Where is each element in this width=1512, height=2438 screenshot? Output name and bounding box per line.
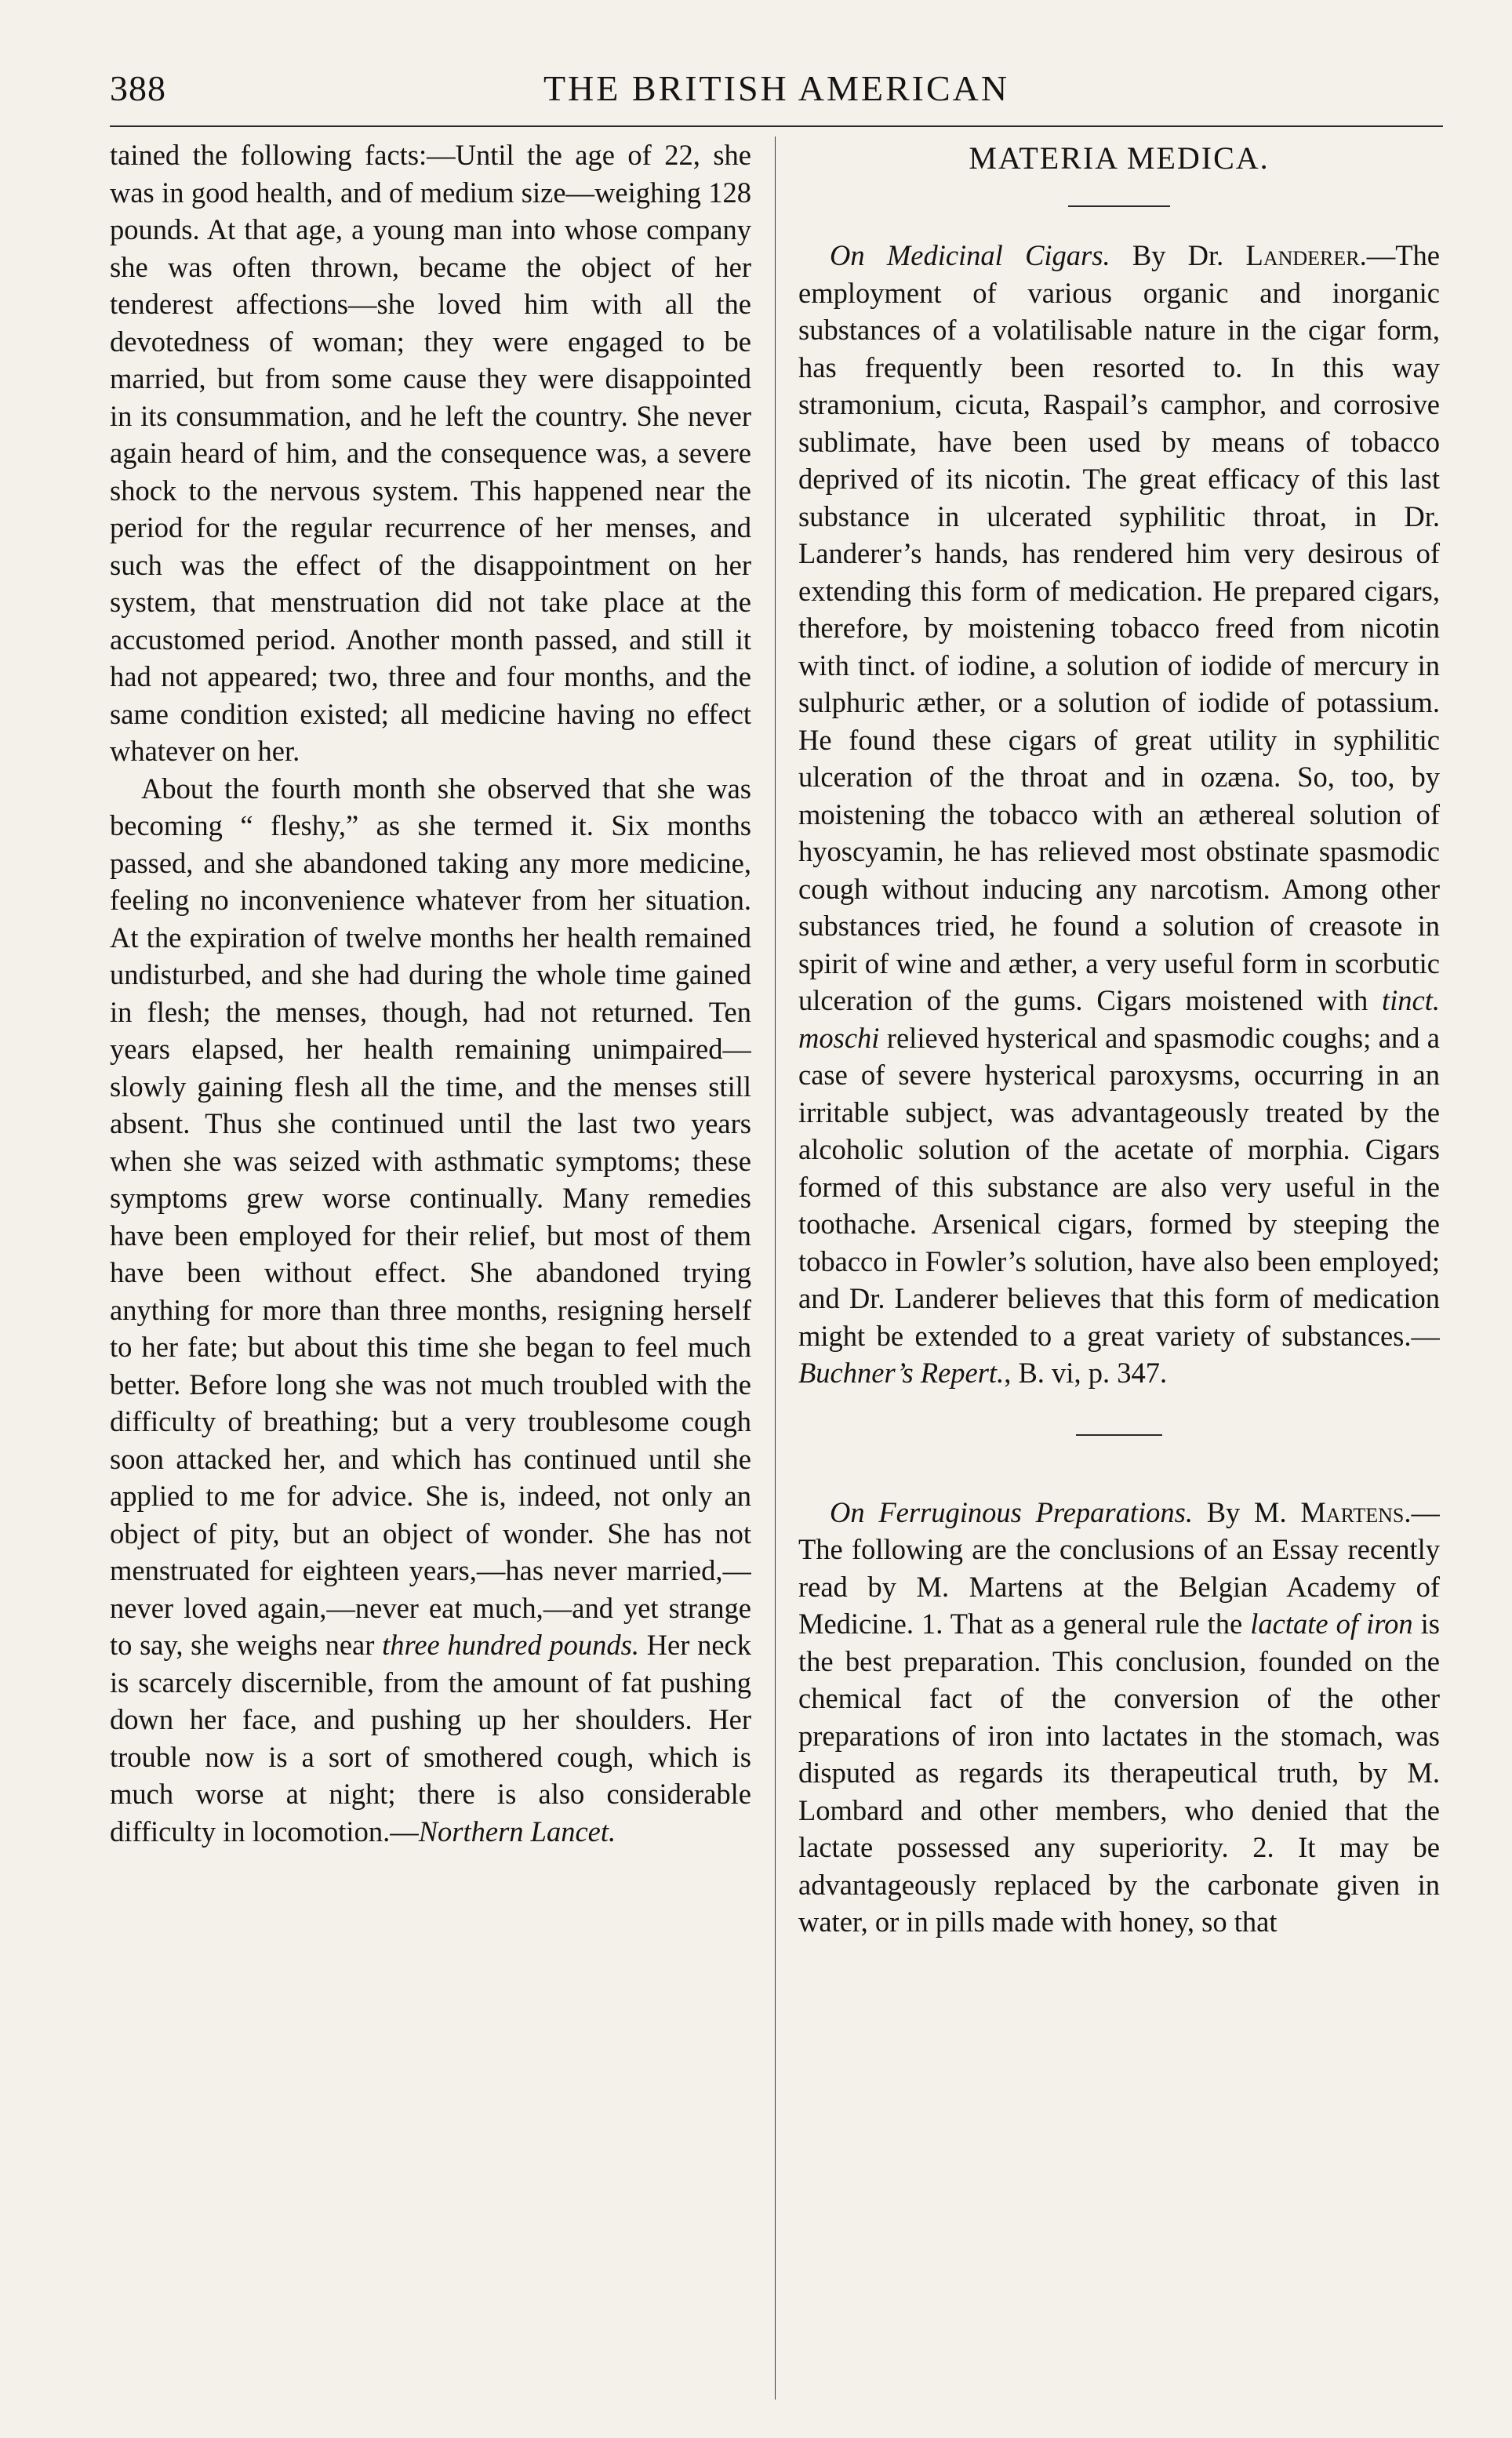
citation-source: Northern Lancet.	[418, 1815, 616, 1848]
case-report-paragraph-1: tained the following facts:—Until the age of 22, she was in good health, and of medium size—weighing 128 pounds. At that age, a young man into whose company she was often thrown, became the object of her tenderest affections—she loved him with all the devotedness of woman; they were engaged to be married, but from some cause they were disappointed in its consummation, and he left the country. She never again heard of him, and the consequence was, a severe shock to the nervous system. This happened near the period for the regular recurrence of her menses, and such was the effect of the disappointment on her system, that menstruation did not take place at the accustomed period. Another month passed, and still it had not appeared; two, three and four months, and the same condition existed; all medicine having no effect whatever on her.	[110, 139, 751, 767]
left-column	[110, 136, 751, 2400]
article-1-by: By Dr.	[1110, 239, 1246, 271]
article-2-emphasis: lactate of iron	[1250, 1608, 1413, 1640]
article-2-text-b: is the best preparation. This conclusion, founded on the chemical fact of the conversion of the other preparations of iron into lactates in the stomach, was disputed as regards its therapeutical truth, by M. Lombard and other members, who denied that the lactate possessed any superiority. 2. It may be advantageously replaced by the carbonate given in water, or in pills made with honey, so that	[798, 1608, 1440, 1938]
column-divider	[775, 136, 776, 2400]
paragraph-2-text-b: Her neck is scarcely discernible, from the amount of fat pushing down her face, and pushing up her shoulders. Her trouble now is a sort of smothered cough, which is much worse at night; there is also considerable difficulty in locomotion.—	[110, 1629, 751, 1848]
article-1-author: Landerer.	[1245, 239, 1367, 271]
article-1-title: On Medicinal Cigars.	[830, 239, 1110, 271]
text-columns	[110, 136, 1443, 2400]
article-medicinal-cigars	[798, 237, 1440, 1392]
article-ferruginous-preparations	[798, 1494, 1440, 1941]
article-1-text-a: —The employment of various organic and inorganic substances of a volatilisable nature in the cigar form, has frequently been resorted to. In this way stramonium, cicuta, Raspail’s camphor, and corrosive sublimate, have been used by means of tobacco deprived of its nicotin. The great efficacy of this last substance in ulcerated syphilitic throat, in Dr. Landerer’s hands, has rendered him very desirous of extending this form of medication. He prepared cigars, therefore, by moistening tobacco freed from nicotin with tinct. of iodine, a solution of iodide of mercury in sulphuric æther, or a solution of iodide of potassium. He found these cigars of great utility in syphilitic ulceration of the throat and in ozæna. So, too, by moistening the tobacco with an æthereal solution of hyoscyamin, he has relieved most obstinate spasmodic cough without inducing any narcotism. Among other substances tried, he found a solution of creasote in spirit of wine and æther, a very useful form in scorbutic ulceration of the gums. Cigars moistened with	[798, 239, 1440, 1016]
section-title: MATERIA MEDICA.	[969, 140, 1270, 176]
article-2-author: Martens.	[1300, 1495, 1412, 1528]
article-1-source-tail: , B. vi, p. 347.	[1004, 1357, 1168, 1389]
case-report-paragraph-2	[110, 770, 751, 1851]
right-column	[798, 136, 1440, 2400]
page-number: 388	[110, 68, 166, 108]
article-2-by: By M.	[1192, 1495, 1301, 1528]
paragraph-2-text-a: About the fourth month she observed that she was becoming “ fleshy,” as she termed it. Six months passed, and she abandoned taking any more medicine, feeling no inconvenience whatever from her situation. At the expiration of twelve months her health remained undisturbed, and she had during the whole time gained in flesh; the menses, though, had not returned. Ten years elapsed, her health remaining unimpaired—slowly gaining flesh all the time, and the menses still absent. Thus she continued until the last two years when she was seized with asthmatic symptoms; these symptoms grew worse continually. Many remedies have been employed for their relief, but most of them have been without effect. She abandoned trying anything for more than three months, resigning herself to her fate; but about this time she began to feel much better. Before long she was not much troubled with the difficulty of breathing; but a very troublesome cough soon attacked her, and which has continued until she applied to me for advice. She is, indeed, not only an object of pity, but an object of wonder. She has not menstruated for eighteen years,—has never married,—never loved again,—never eat much,—and yet strange to say, she weighs near	[110, 772, 751, 1661]
paragraph-2-emphasis: three hundred pounds.	[382, 1629, 640, 1661]
article-1-text-b: relieved hysterical and spasmodic coughs; and a case of severe hysterical paroxysms, occurring in an irritable subject, was advantageously treated by the alcoholic solution of the acetate of morphia. Cigars formed of this substance are also very useful in the toothache. Arsenical cigars, formed by steeping the tobacco in Fowler’s solution, have also been employed; and Dr. Landerer believes that this form of medication might be extended to a great variety of substances.—	[798, 1021, 1440, 1352]
article-2-title: On Ferruginous Preparations.	[830, 1495, 1193, 1528]
article-2-text-a: —The following are the conclusions of an Essay recently read by M. Martens at the Belgian Academy of Medicine. 1. That as a general rule the	[798, 1495, 1440, 1640]
journal-page	[110, 55, 1443, 2400]
section-rule	[1068, 205, 1170, 207]
article-separator	[1076, 1434, 1162, 1436]
page-header	[110, 55, 1443, 127]
running-title: THE BRITISH AMERICAN	[543, 68, 1010, 108]
article-1-emphasis: tinct. moschi	[798, 984, 1440, 1054]
article-1-source: Buchner’s Repert.	[798, 1357, 1005, 1389]
